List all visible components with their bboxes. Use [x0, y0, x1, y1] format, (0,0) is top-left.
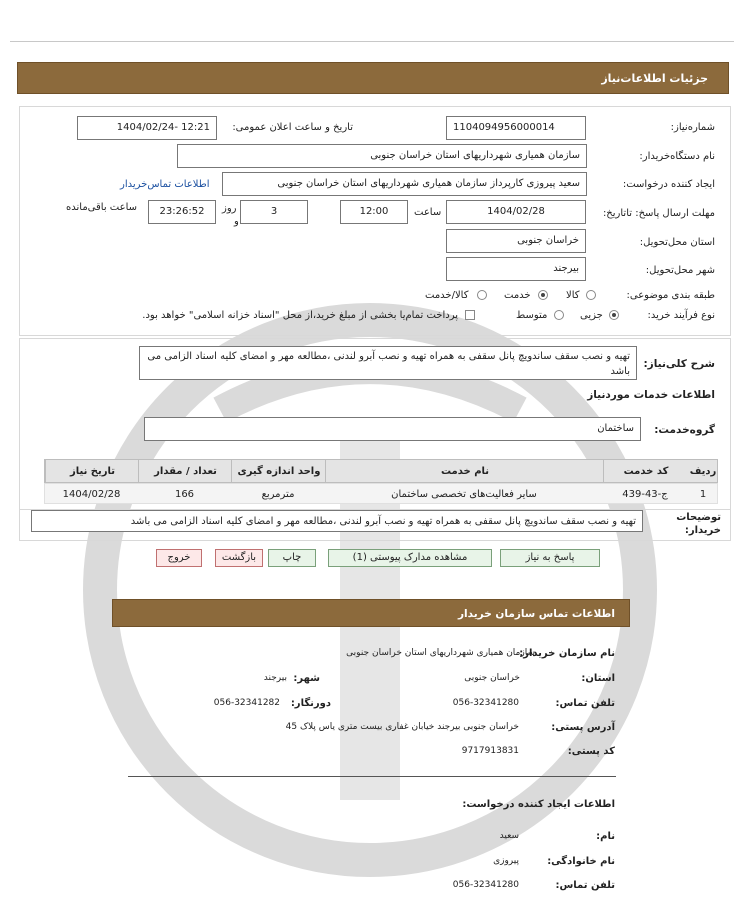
days-field: 3 — [240, 200, 308, 224]
contact-fax-value: 056-32341282 — [213, 698, 280, 708]
buyer-org-label: نام دستگاه‌خریدار: — [639, 151, 715, 162]
creator-name-value: سعید — [499, 831, 519, 841]
cell-unit: مترمربع — [261, 489, 295, 500]
cell-name: سایر فعالیت‌های تخصصی ساختمان — [391, 489, 537, 500]
description-label: شرح کلی‌نیاز: — [643, 358, 715, 370]
and-label: و — [234, 216, 239, 227]
province-field: خراسان جنوبی — [446, 229, 586, 253]
category-label: طبقه بندی موضوعی: — [626, 290, 715, 301]
cell-date: 1404/02/28 — [62, 489, 121, 500]
buyer-notes-label: توضیحات خریدار: — [676, 512, 721, 536]
need-number-field: 1104094956000014 — [446, 116, 586, 140]
requester-field: سعید پیروزی کارپرداز سازمان همیاری شهرداریهای استان خراسان جنوبی — [222, 172, 587, 196]
buyer-notes-text: تهیه و نصب سقف ساندویچ پانل سقفی به همراه تهیه و نصب آبرو لندنی ،مطالعه مهر و امضای کلیه اسناد الزامی می باشد — [31, 510, 643, 532]
print-button[interactable]: چاپ — [268, 549, 316, 567]
category-radio-both[interactable] — [477, 290, 487, 300]
contact-postal-value: 9717913831 — [461, 746, 519, 756]
province-label: استان محل‌تحویل: — [639, 237, 715, 248]
contact-province-label: استان: — [581, 673, 615, 684]
deadline-date-field: 1404/02/28 — [446, 200, 586, 224]
contact-city-value: بیرجند — [263, 673, 287, 683]
deadline-time-label: ساعت — [414, 207, 442, 218]
services-table-header — [44, 459, 718, 483]
description-text: تهیه و نصب سقف ساندویچ پانل سقفی به همراه تهیه و نصب آبرو لندنی ،مطالعه مهر و امضای کلیه اسناد الزامی می باشد — [139, 346, 637, 380]
process-radio-medium[interactable] — [554, 310, 564, 320]
contact-postal-label: کد پستی: — [567, 746, 615, 757]
category-both-label: کالا/خدمت — [425, 290, 469, 301]
top-divider — [10, 41, 734, 42]
contact-divider — [128, 776, 616, 777]
contact-province-value: خراسان جنوبی — [464, 673, 520, 683]
remaining-label: ساعت باقی‌مانده — [66, 202, 138, 213]
requester-label: ایجاد کننده درخواست: — [622, 179, 715, 190]
payment-text: پرداخت تمام‌یا بخشی از مبلغ خرید،از محل "اسناد خزانه اسلامی" خواهد بود. — [142, 310, 458, 321]
city-field: بیرجند — [446, 257, 586, 281]
col-unit: واحد اندازه گیری — [231, 460, 326, 483]
process-label: نوع فرآیند خرید: — [647, 310, 715, 321]
back-button[interactable]: بازگشت — [215, 549, 263, 567]
col-date: تاریخ نیاز — [45, 460, 139, 483]
contact-info-link[interactable]: اطلاعات تماس‌خریدار — [120, 179, 210, 190]
creator-phone-value: 056-32341280 — [452, 880, 519, 890]
process-minor-label: جزیی — [580, 310, 603, 321]
contact-fax-label: دورنگار: — [290, 698, 331, 709]
contact-header-title: اطلاعات تماس سازمان خریدار — [458, 608, 615, 620]
col-index: ردیف — [689, 466, 717, 477]
exit-button[interactable]: خروج — [156, 549, 202, 567]
table-row — [44, 483, 718, 504]
contact-address-label: آدرس پستی: — [551, 722, 615, 733]
creator-family-label: نام خانوادگی: — [547, 856, 615, 867]
contact-org-label: نام سازمان خریدار: — [519, 648, 615, 659]
contact-phone-value: 056-32341280 — [452, 698, 519, 708]
creator-phone-label: تلفن تماس: — [555, 880, 615, 891]
contact-address-value: خراسان جنوبی بیرجند خیابان غفاری بیست متری یاس پلاک 45 — [285, 722, 519, 732]
creator-name-label: نام: — [596, 831, 615, 842]
details-header-title: جزئیات اطلاعات‌نیاز — [601, 72, 708, 85]
attachments-button[interactable]: مشاهده مدارک پیوستی (1) — [328, 549, 492, 567]
col-qty: تعداد / مقدار — [138, 460, 232, 483]
deadline-label: مهلت ارسال پاسخ: تاتاریخ: — [602, 208, 715, 219]
cell-qty: 166 — [174, 489, 195, 500]
deadline-time-field: 12:00 — [340, 200, 408, 224]
process-radio-minor[interactable] — [609, 310, 619, 320]
category-radio-service[interactable] — [538, 290, 548, 300]
contact-org-value: سازمان همیاری شهرداریهای استان خراسان جنوبی — [346, 648, 535, 658]
days-label: روز — [222, 203, 237, 214]
creator-family-value: پیروزی — [493, 856, 519, 866]
service-group-label: گروه‌خدمت: — [654, 424, 715, 436]
col-code: کد خدمت — [603, 460, 688, 483]
services-section-title: اطلاعات خدمات موردنیاز — [587, 389, 715, 401]
details-header — [17, 62, 729, 94]
payment-checkbox[interactable] — [465, 310, 475, 320]
creator-title: اطلاعات ایجاد کننده درخواست: — [462, 799, 615, 810]
need-number-label: شماره‌نیاز: — [670, 122, 715, 133]
contact-phone-label: تلفن تماس: — [555, 698, 615, 709]
cell-code: ج-43-439 — [622, 489, 668, 500]
process-medium-label: متوسط — [516, 310, 548, 321]
reply-button[interactable]: پاسخ به نیاز — [500, 549, 600, 567]
announce-label: تاریخ و ساعت اعلان عمومی: — [232, 122, 353, 133]
category-goods-label: کالا — [566, 290, 580, 301]
category-service-label: خدمت — [504, 290, 531, 301]
remaining-time-field: 23:26:52 — [148, 200, 216, 224]
contact-header — [112, 599, 630, 627]
announce-field: 1404/02/24- 12:21 — [77, 116, 217, 140]
cell-index: 1 — [699, 489, 707, 500]
buyer-org-field: سازمان همیاری شهرداریهای استان خراسان جنوبی — [177, 144, 587, 168]
contact-city-label: شهر: — [293, 673, 320, 684]
service-group-field: ساختمان — [144, 417, 641, 441]
city-label: شهر محل‌تحویل: — [645, 265, 715, 276]
col-name: نام خدمت — [325, 460, 604, 483]
category-radio-goods[interactable] — [586, 290, 596, 300]
